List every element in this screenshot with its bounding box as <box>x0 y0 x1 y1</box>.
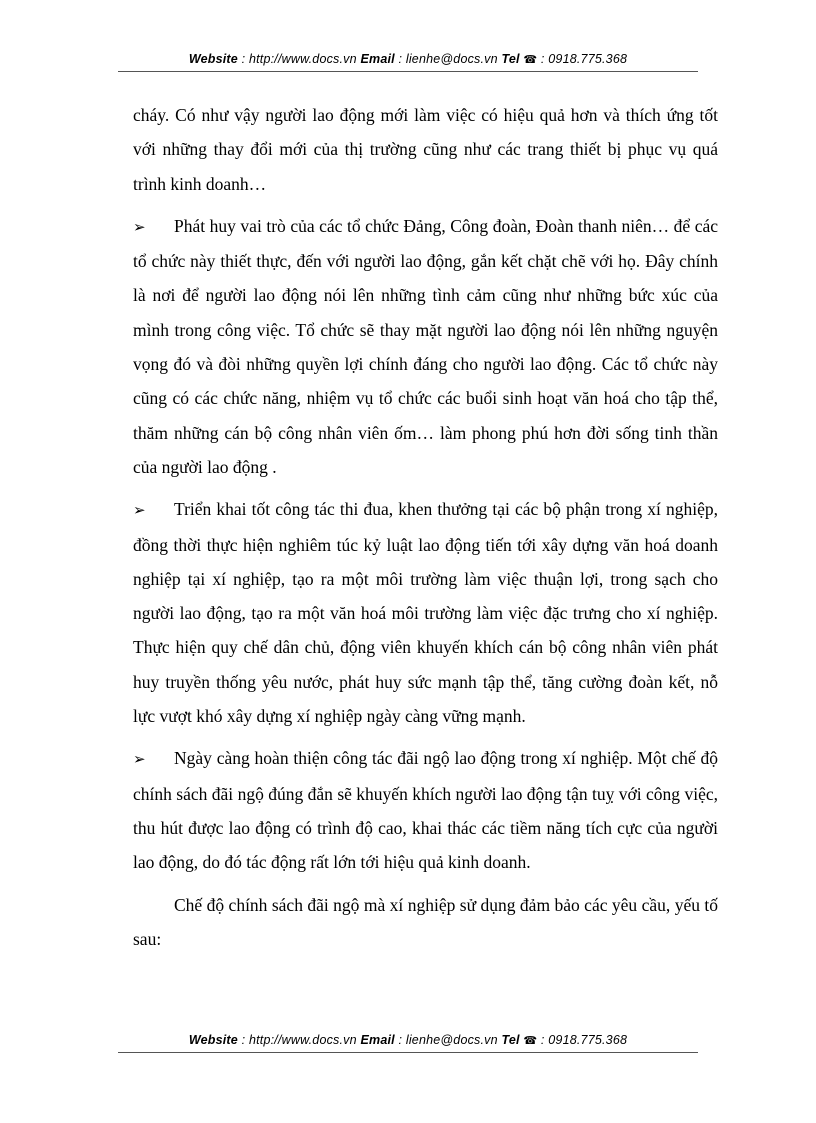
tel-label: Tel <box>501 1033 520 1047</box>
bullet-text: Ngày càng hoàn thiện công tác đãi ngộ lao động trong xí nghiệp. Một chế độ chính sách đãi ngộ đúng đắn sẽ khuyến khích người lao động tận tuỵ với công việc, thu hút được lao động có trình độ cao, khai thác các tiềm năng tích cực của người lao động, do đó tác động rất lớn tới hiệu quả kinh doanh. <box>133 748 718 873</box>
bullet-text: Triển khai tốt công tác thi đua, khen thưởng tại các bộ phận trong xí nghiệp, đồng thời thực hiện nghiêm túc kỷ luật lao động tiến tới xây dựng văn hoá doanh nghiệp tại xí nghiệp, tạo ra một môi trường làm việc thuận lợi, trong sạch cho người lao động, tạo ra một văn hoá môi trường làm việc đặc trưng cho xí nghiệp. Thực hiện quy chế dân chủ, động viên khuyến khích cán bộ công nhân viên phát huy truyền thống yêu nước, phát huy sức mạnh tập thể, tăng cường đoàn kết, nỗ lực vượt khó xây dựng xí nghiệp ngày càng vững mạnh. <box>133 499 718 727</box>
bullet-paragraph <box>133 741 718 879</box>
phone-number: : 0918.775.368 <box>537 1033 628 1047</box>
phone-icon: ☎ <box>523 1035 538 1047</box>
page-footer <box>118 1033 698 1047</box>
arrow-bullet-icon: ➢ <box>133 217 146 236</box>
header-rule <box>118 71 698 72</box>
paragraph-continuation: cháy. Có như vậy người lao động mới làm việc có hiệu quả hơn và thích ứng tốt với những thay đổi mới của thị trường cũng như các trang thiết bị phục vụ quá trình kinh doanh… <box>133 105 718 194</box>
bullet-paragraph <box>133 209 718 484</box>
email-address: : lienhe@docs.vn <box>394 1033 502 1047</box>
email-label: Email <box>360 1033 395 1047</box>
arrow-bullet-icon: ➢ <box>133 501 146 520</box>
tel-label: Tel <box>501 52 520 66</box>
page-header <box>118 52 698 66</box>
website-url: : http://www.docs.vn <box>237 52 361 66</box>
website-label: Website <box>188 52 238 66</box>
phone-icon: ☎ <box>523 54 538 66</box>
page-body <box>133 98 718 964</box>
website-label: Website <box>188 1033 238 1047</box>
website-url: : http://www.docs.vn <box>237 1033 361 1047</box>
paragraph: Chế độ chính sách đãi ngộ mà xí nghiệp sử dụng đảm bảo các yêu cầu, yếu tố sau: <box>133 894 718 949</box>
footer-rule <box>118 1052 698 1053</box>
arrow-bullet-icon: ➢ <box>133 750 146 769</box>
email-label: Email <box>360 52 395 66</box>
phone-number: : 0918.775.368 <box>537 52 628 66</box>
bullet-text: Phát huy vai trò của các tổ chức Đảng, Công đoàn, Đoàn thanh niên… để các tổ chức này thiết thực, đến với người lao động, gắn kết chặt chẽ với họ. Đây chính là nơi để người lao động nói lên những tình cảm cũng như những bức xúc của mình trong công việc. Tổ chức sẽ thay mặt người lao động nói lên những nguyện vọng đó và đòi những quyền lợi chính đáng cho người lao động. Các tổ chức này cũng có các chức năng, nhiệm vụ tổ chức các buổi sinh hoạt văn hoá cho tập thể, thăm những cán bộ công nhân viên ốm… làm phong phú hơn đời sống tinh thần của người lao động . <box>133 215 718 477</box>
bullet-paragraph <box>133 492 718 733</box>
email-address: : lienhe@docs.vn <box>394 52 502 66</box>
